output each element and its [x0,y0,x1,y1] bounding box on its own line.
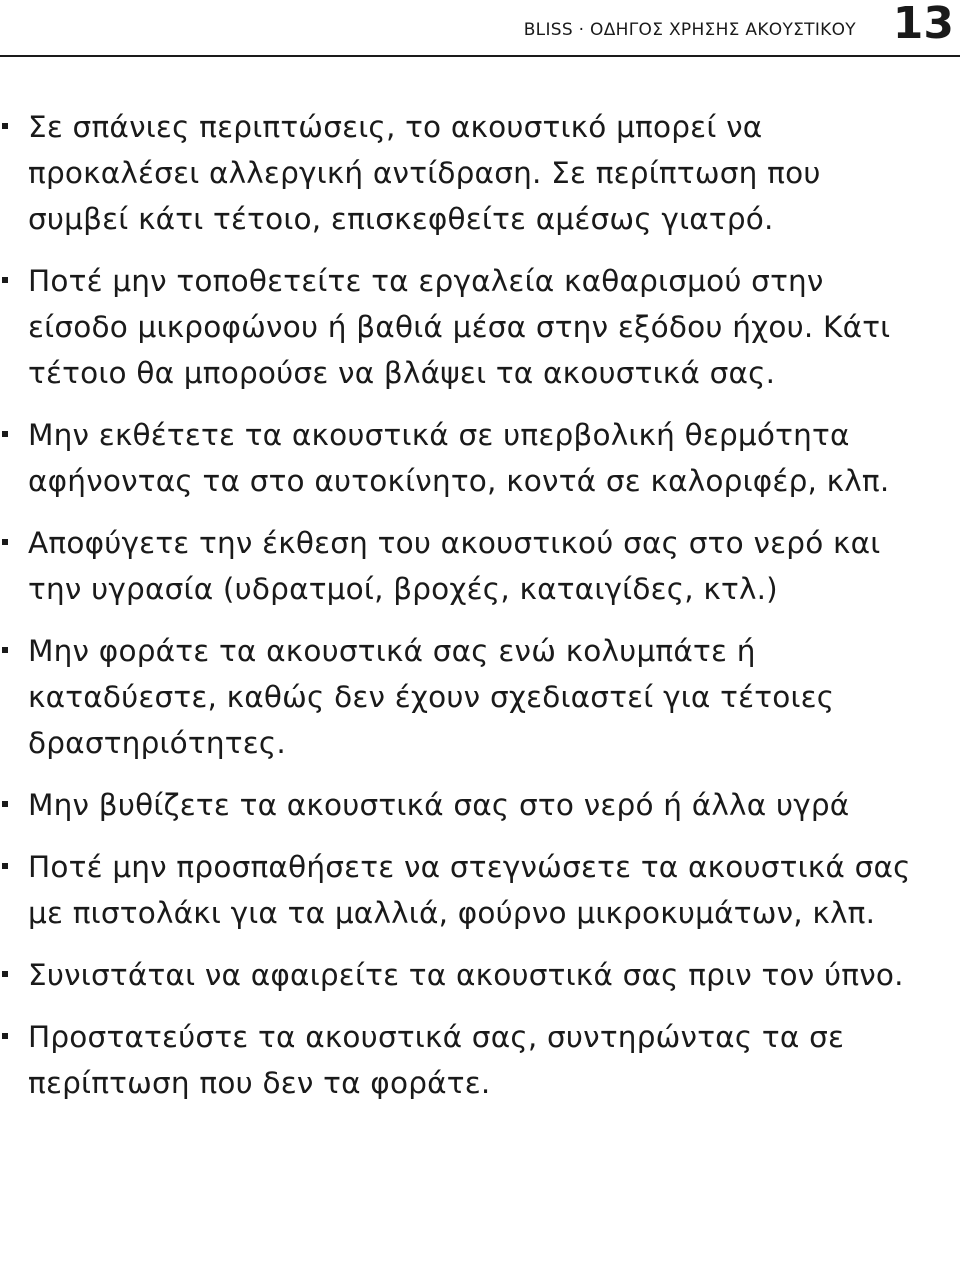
safety-bullet-list [0,104,930,1122]
list-item [0,412,930,504]
bullet-icon [2,431,8,437]
list-item [0,782,930,828]
list-item [0,628,930,766]
bullet-icon [2,123,8,129]
list-item [0,520,930,612]
list-item-text: Μην εκθέτετε τα ακουστικά σε υπερβολική θερμότητα αφήνοντας τα στο αυτοκίνητο, κοντά σε καλοριφέρ, κλπ. [28,418,890,498]
list-item-text: Αποφύγετε την έκθεση του ακουστικού σας στο νερό και την υγρασία (υδρατμοί, βροχές, καταιγίδες, κτλ.) [28,526,881,606]
list-item-text: Συνιστάται να αφαιρείτε τα ακουστικά σας πριν τον ύπνο. [28,958,904,992]
list-item-text: Σε σπάνιες περιπτώσεις, το ακουστικό μπορεί να προκαλέσει αλλεργική αντίδραση. Σε περίπτωση που συμβεί κάτι τέτοιο, επισκεφθείτε αμέσως γιατρό. [28,110,821,236]
bullet-icon [2,277,8,283]
list-item [0,952,930,998]
list-item [0,104,930,242]
list-item-text: Μην βυθίζετε τα ακουστικά σας στο νερό ή άλλα υγρά [28,788,850,822]
bullet-icon [2,539,8,545]
list-item-text: Ποτέ μην προσπαθήσετε να στεγνώσετε τα ακουστικά σας με πιστολάκι για τα μαλλιά, φούρνο μικροκυμάτων, κλπ. [28,850,911,930]
page-number: 13 [892,0,954,49]
bullet-icon [2,863,8,869]
header-divider [0,55,960,57]
list-item [0,844,930,936]
list-item-text: Προστατεύστε τα ακουστικά σας, συντηρώντας τα σε περίπτωση που δεν τα φοράτε. [28,1020,845,1100]
page-header [0,0,960,56]
list-item-text: Μην φοράτε τα ακουστικά σας ενώ κολυμπάτε ή καταδύεστε, καθώς δεν έχουν σχεδιαστεί για τέτοιες δραστηριότητες. [28,634,835,760]
list-item [0,258,930,396]
bullet-icon [2,647,8,653]
list-item-text: Ποτέ μην τοποθετείτε τα εργαλεία καθαρισμού στην είσοδο μικροφώνου ή βαθιά μέσα στην εξόδου ήχου. Κάτι τέτοιο θα μπορούσε να βλάψει τα ακουστικά σας. [28,264,891,390]
running-header-title: BLISS · ΟΔΗΓΟΣ ΧΡΗΣΗΣ ΑΚΟΥΣΤΙΚΟΥ [523,20,856,40]
bullet-icon [2,1033,8,1039]
list-item [0,1014,930,1106]
bullet-icon [2,971,8,977]
bullet-icon [2,801,8,807]
